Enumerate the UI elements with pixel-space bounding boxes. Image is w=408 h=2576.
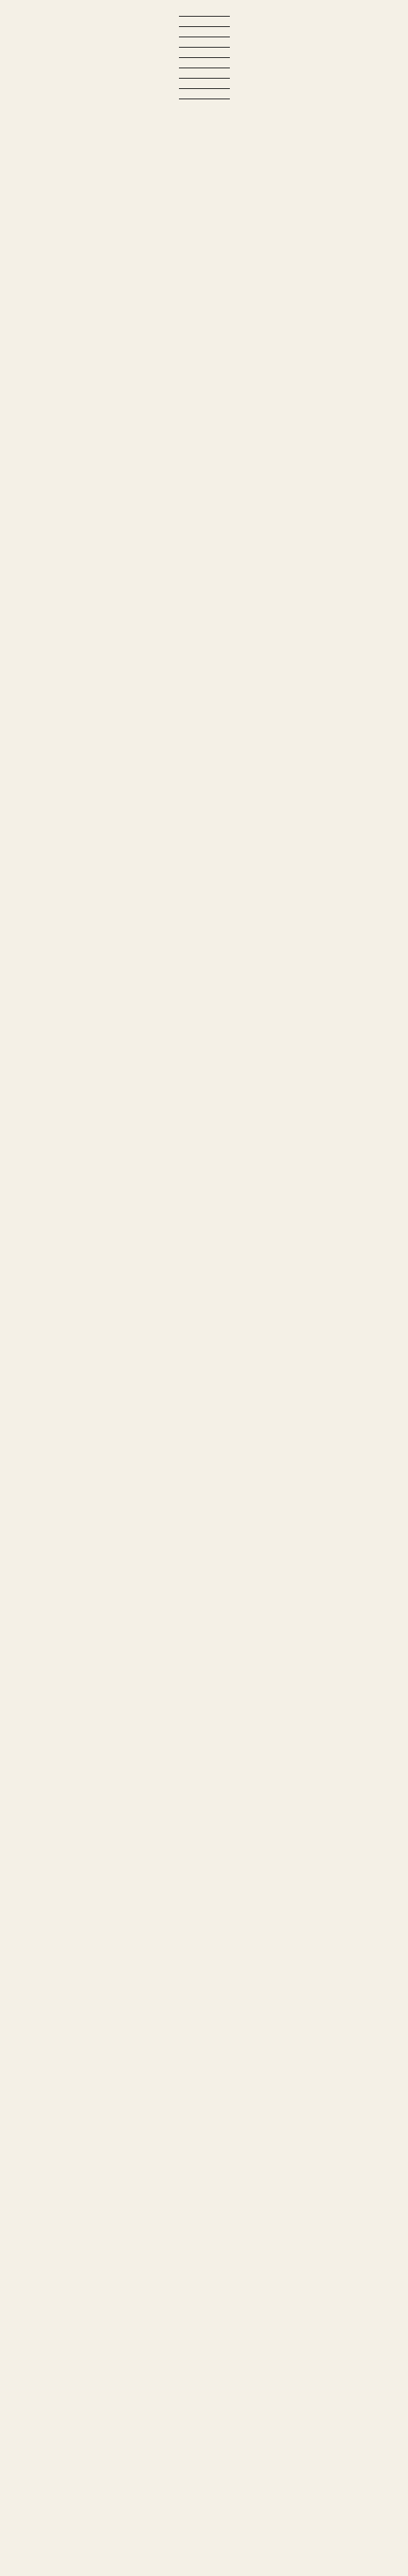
divider bbox=[179, 26, 230, 27]
divider bbox=[179, 88, 230, 89]
divider bbox=[179, 57, 230, 58]
divider bbox=[179, 78, 230, 79]
divider bbox=[179, 47, 230, 48]
divider bbox=[179, 16, 230, 17]
